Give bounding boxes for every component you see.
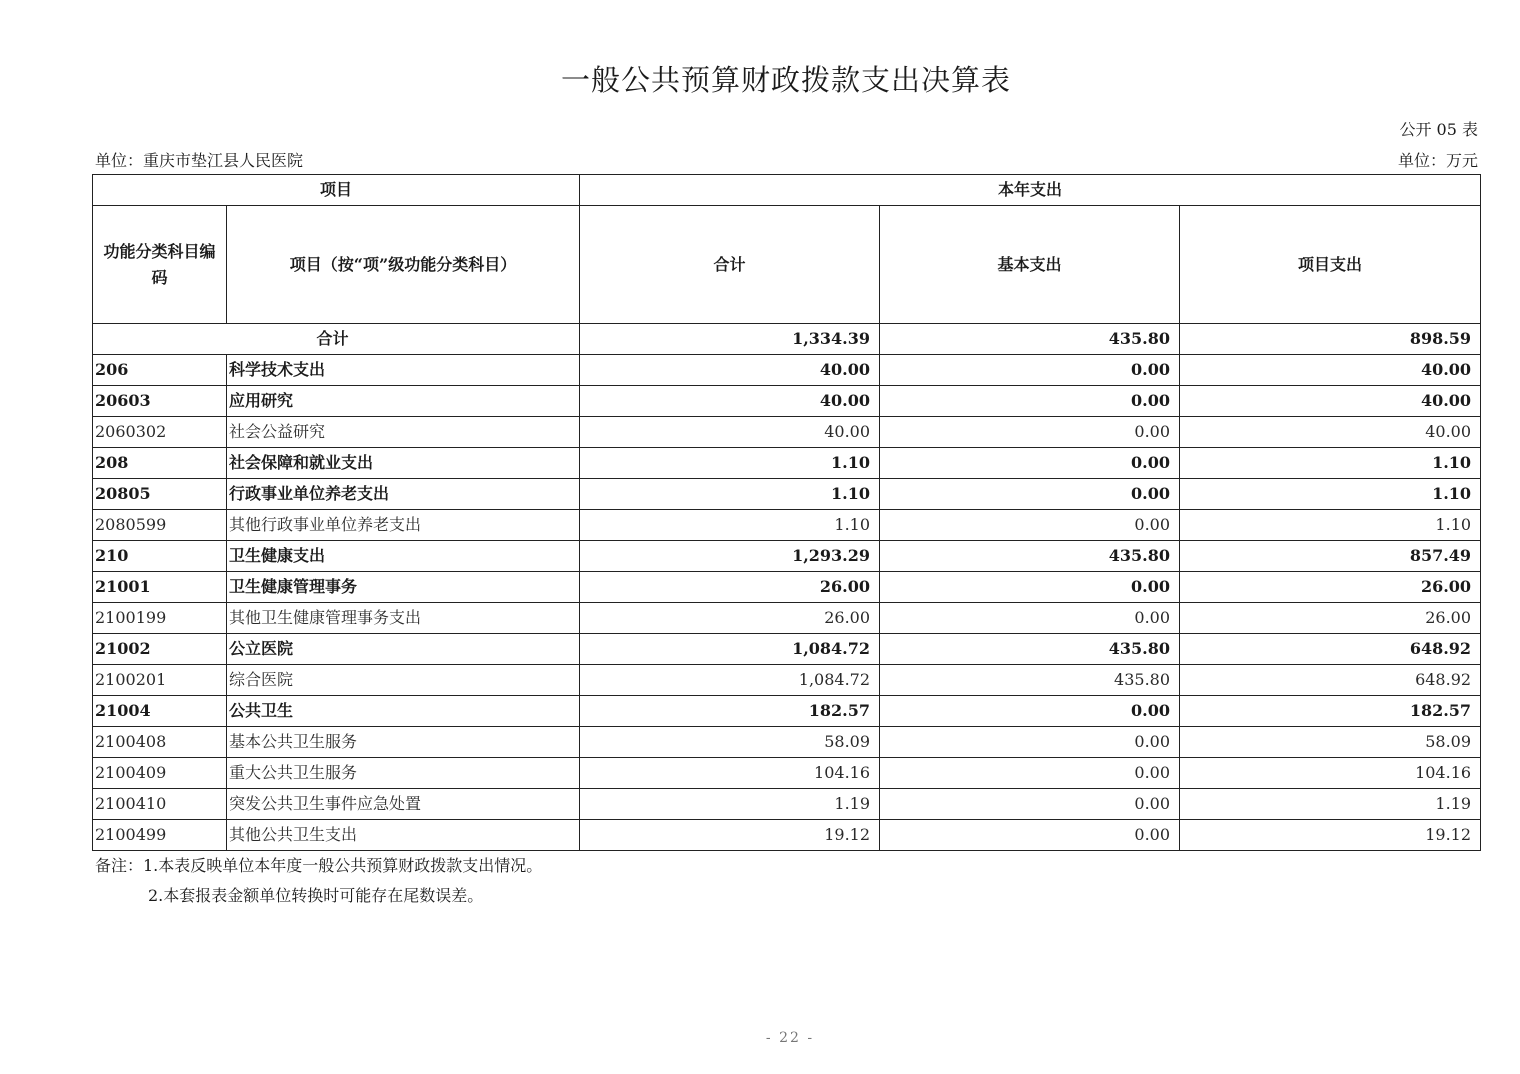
row-project: 1.19 [1180,789,1481,820]
table-row [93,510,1481,541]
table-row [93,603,1481,634]
row-basic: 0.00 [880,758,1180,789]
row-name: 卫生健康管理事务 [227,572,580,603]
row-basic: 0.00 [880,820,1180,851]
row-basic: 0.00 [880,510,1180,541]
row-name: 重大公共卫生服务 [227,758,580,789]
row-total: 40.00 [580,355,880,386]
row-basic: 0.00 [880,727,1180,758]
row-name: 综合医院 [227,665,580,696]
row-basic: 0.00 [880,417,1180,448]
form-code: 公开 05 表 [1399,120,1478,139]
row-total: 19.12 [580,820,880,851]
row-total: 1.10 [580,448,880,479]
currency-unit: 单位：万元 [1397,151,1478,170]
table-row [93,572,1481,603]
note-line-1: 备注：1.本表反映单位本年度一般公共预算财政拨款支出情况。 [95,856,543,875]
row-code: 2100499 [93,820,227,851]
header-total: 合计 [580,206,880,324]
row-total: 1.10 [580,479,880,510]
row-name: 卫生健康支出 [227,541,580,572]
row-name: 应用研究 [227,386,580,417]
row-total: 26.00 [580,603,880,634]
table-row [93,665,1481,696]
row-basic: 0.00 [880,448,1180,479]
header-current-year: 本年支出 [580,175,1481,206]
row-project: 26.00 [1180,572,1481,603]
total-project: 898.59 [1180,324,1481,355]
row-name: 公立医院 [227,634,580,665]
row-total: 1.10 [580,510,880,541]
table-row [93,479,1481,510]
row-basic: 0.00 [880,789,1180,820]
row-name: 科学技术支出 [227,355,580,386]
row-code: 2100409 [93,758,227,789]
total-basic: 435.80 [880,324,1180,355]
row-code: 21004 [93,696,227,727]
row-name: 突发公共卫生事件应急处置 [227,789,580,820]
total-row [93,324,1481,355]
table-row [93,355,1481,386]
total-label: 合计 [93,324,580,355]
row-code: 2100408 [93,727,227,758]
row-total: 182.57 [580,696,880,727]
row-project: 40.00 [1180,417,1481,448]
row-project: 19.12 [1180,820,1481,851]
row-project: 40.00 [1180,355,1481,386]
row-project: 104.16 [1180,758,1481,789]
row-name: 行政事业单位养老支出 [227,479,580,510]
row-code: 206 [93,355,227,386]
table-row [93,448,1481,479]
expenditure-table [92,174,1481,851]
row-name: 社会公益研究 [227,417,580,448]
row-name: 公共卫生 [227,696,580,727]
row-total: 1,293.29 [580,541,880,572]
row-project: 648.92 [1180,634,1481,665]
row-project: 182.57 [1180,696,1481,727]
row-code: 20805 [93,479,227,510]
row-code: 2060302 [93,417,227,448]
table-row [93,696,1481,727]
row-total: 1.19 [580,789,880,820]
header-code: 功能分类科目编码 [93,206,227,324]
table-row [93,386,1481,417]
row-total: 26.00 [580,572,880,603]
row-basic: 0.00 [880,572,1180,603]
header-basic: 基本支出 [880,206,1180,324]
table-row [93,727,1481,758]
row-basic: 0.00 [880,355,1180,386]
row-code: 210 [93,541,227,572]
row-name: 其他公共卫生支出 [227,820,580,851]
row-project: 26.00 [1180,603,1481,634]
total-sum: 1,334.39 [580,324,880,355]
header-project-expense: 项目支出 [1180,206,1481,324]
row-code: 2100199 [93,603,227,634]
row-project: 1.10 [1180,448,1481,479]
row-total: 104.16 [580,758,880,789]
header-project: 项目 [93,175,580,206]
header-item-name: 项目（按“项”级功能分类科目） [227,206,580,324]
row-name: 基本公共卫生服务 [227,727,580,758]
page-number: - 22 - [765,1030,815,1046]
table-row [93,758,1481,789]
table-row [93,634,1481,665]
row-project: 1.10 [1180,479,1481,510]
row-name: 社会保障和就业支出 [227,448,580,479]
row-basic: 0.00 [880,386,1180,417]
row-basic: 0.00 [880,603,1180,634]
row-total: 40.00 [580,386,880,417]
row-project: 58.09 [1180,727,1481,758]
table-header-row [93,175,1481,206]
row-name: 其他卫生健康管理事务支出 [227,603,580,634]
row-basic: 0.00 [880,696,1180,727]
reporting-unit: 单位：重庆市垫江县人民医院 [95,151,304,170]
row-total: 1,084.72 [580,665,880,696]
row-project: 857.49 [1180,541,1481,572]
row-basic: 435.80 [880,541,1180,572]
row-code: 21001 [93,572,227,603]
table-row [93,417,1481,448]
row-project: 1.10 [1180,510,1481,541]
notes [95,851,542,911]
row-total: 1,084.72 [580,634,880,665]
row-total: 58.09 [580,727,880,758]
row-basic: 0.00 [880,479,1180,510]
row-basic: 435.80 [880,665,1180,696]
row-total: 40.00 [580,417,880,448]
table-subheader-row [93,206,1481,324]
row-project: 648.92 [1180,665,1481,696]
row-code: 2100201 [93,665,227,696]
row-code: 21002 [93,634,227,665]
row-project: 40.00 [1180,386,1481,417]
row-name: 其他行政事业单位养老支出 [227,510,580,541]
table-row [93,789,1481,820]
row-code: 208 [93,448,227,479]
row-code: 2080599 [93,510,227,541]
row-code: 20603 [93,386,227,417]
row-basic: 435.80 [880,634,1180,665]
table-row [93,820,1481,851]
row-code: 2100410 [93,789,227,820]
table-row [93,541,1481,572]
note-line-2: 2.本套报表金额单位转换时可能存在尾数误差。 [148,886,484,905]
page-title: 一般公共预算财政拨款支出决算表 [560,63,1011,97]
